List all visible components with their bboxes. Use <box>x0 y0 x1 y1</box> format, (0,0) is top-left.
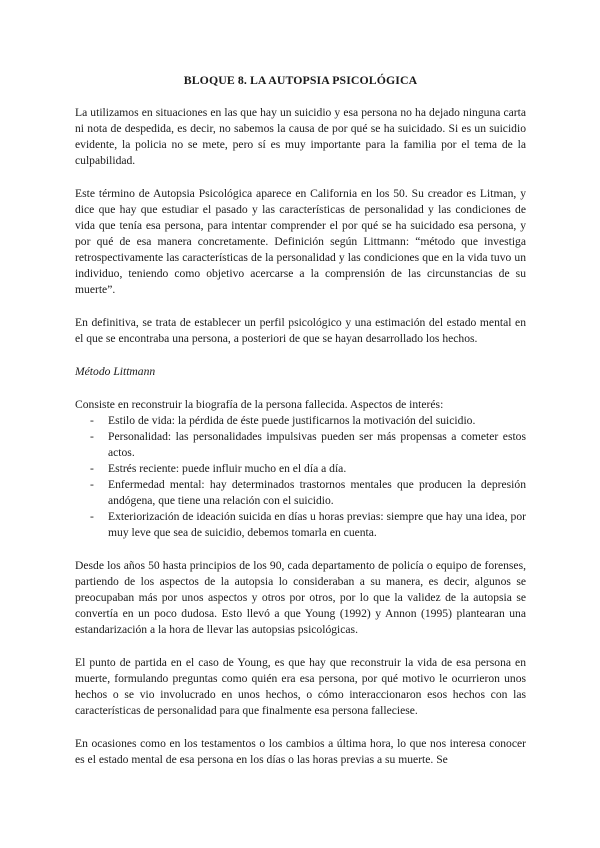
list-item-text: Exteriorización de ideación suicida en días u horas previas: siempre que hay una idea, por muy leve que sea de suicidio, debemos tomarla en cuenta. <box>108 510 526 539</box>
paragraph-intro: La utilizamos en situaciones en las que hay un suicidio y esa persona no ha dejado ninguna carta ni nota de despedida, es decir, no sabemos la causa de por qué se ha suicidado. Si es un suicidio evidente, la policia no se mete, pero sí es muy importante para la familia por el tema de la culpabilidad. <box>75 106 526 167</box>
paragraph-history: Desde los años 50 hasta principios de los 90, cada departamento de policía o equipo de forenses, partiendo de los aspectos de la autopsia lo consideraban a su manera, es decir, algunos se preocupaban más por unos aspectos y otros por otros, por lo que la validez de la autopsia se convertía en un poco dudosa. Esto llevó a que Young (1992) y Annon (1995) plantearan una estandarización a la hora de llevar las autopsias psicológicas. <box>75 559 526 636</box>
list-item <box>75 429 526 461</box>
aspects-list <box>75 413 526 541</box>
bullet-dash: - <box>90 414 94 427</box>
list-item-text: Personalidad: las personalidades impulsivas pueden ser más propensas a cometer estos actos. <box>108 430 526 459</box>
list-item <box>75 413 526 429</box>
bullet-dash: - <box>90 430 94 443</box>
list-item <box>75 477 526 509</box>
section-heading: Método Littmann <box>75 365 156 378</box>
bullet-dash: - <box>90 478 94 491</box>
list-item-text: Estrés reciente: puede influir mucho en el día a día. <box>108 462 347 475</box>
paragraph-young: El punto de partida en el caso de Young, es que hay que reconstruir la vida de esa persona en muerte, formulando preguntas como quién era esa persona, por qué motivo le ocurrieron unos hechos o se vio involucrado en unos hechos, o cómo interaccionaron esos hechos con las características de personalidad para que finalmente esa persona falleciese. <box>75 656 526 717</box>
paragraph-occasions: En ocasiones como en los testamentos o los cambios a última hora, lo que nos interesa conocer es el estado mental de esa persona en los días o las horas previas a su muerte. Se <box>75 737 526 766</box>
list-item <box>75 461 526 477</box>
list-item-text: Enfermedad mental: hay determinados trastornos mentales que producen la depresión andógena, que tiene una relación con el suicidio. <box>108 478 526 507</box>
paragraph-definition: En definitiva, se trata de establecer un perfil psicológico y una estimación del estado mental en el que se encontraba una persona, a posteriori de que se hayan desarrollado los hechos. <box>75 316 526 345</box>
page-title: BLOQUE 8. LA AUTOPSIA PSICOLÓGICA <box>183 73 418 87</box>
list-item-text: Estilo de vida: la pérdida de éste puede justificarnos la motivación del suicidio. <box>108 414 476 427</box>
bullet-dash: - <box>90 510 94 523</box>
bullet-dash: - <box>90 462 94 475</box>
document-body <box>75 72 526 785</box>
paragraph-origin: Este término de Autopsia Psicológica aparece en California en los 50. Su creador es Litman, y dice que hay que estudiar el pasado y las características de personalidad y las condiciones de vida que tenía esa persona, para intentar comprender el por qué se ha suicidado esa persona, y por qué de esa manera concretamente. Definición según Littmann: “método que investiga retrospectivamente las características de la personalidad y las condiciones que en la vida tuvo un individuo, teniendo como objetivo acercarse a la comprensión de las circunstancias de su muerte”. <box>75 187 526 296</box>
method-intro: Consiste en reconstruir la biografía de la persona fallecida. Aspectos de interés: <box>75 398 444 411</box>
list-item <box>75 509 526 541</box>
